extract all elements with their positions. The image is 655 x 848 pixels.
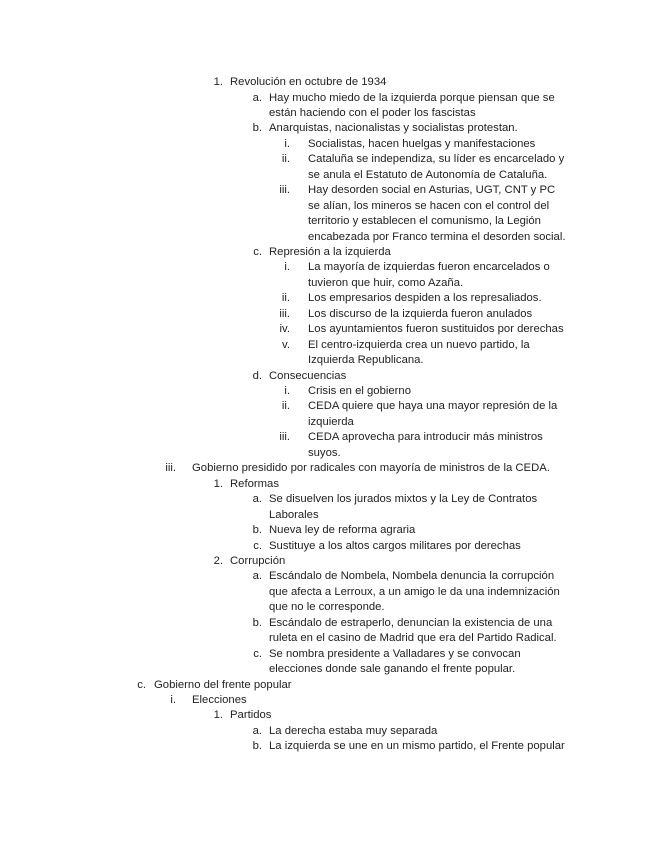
list-item [0,740,655,756]
list-item [0,694,655,710]
list-item-text: Consecuencias [269,369,347,382]
list-item-text: Hay mucho miedo de la izquierda porque piensan que se [269,91,555,104]
list-item-continuation [0,354,655,370]
list-marker: c. [253,647,262,660]
list-marker: i. [170,694,176,706]
list-item-text: Partidos [230,709,272,722]
list-item-text: territorio y establecen el comunismo, la Legión [308,215,541,227]
list-marker: c. [137,678,146,691]
list-marker: iii. [165,462,176,475]
list-item-text: elecciones donde sale ganando el frente popular. [269,663,516,676]
list-item-text: Se nombra presidente a Valladares y se convocan [269,647,521,660]
list-item [0,648,655,664]
list-item-text: Escándalo de estraperlo, denuncian la existencia de una [269,616,553,629]
list-marker: ii. [281,153,290,166]
list-item-text: que no le corresponde. [269,601,385,614]
list-marker: ii. [281,400,290,413]
list-item-text: La derecha estaba muy separada [269,724,438,737]
list-marker: v. [282,338,290,351]
list-item-continuation [0,169,655,185]
list-marker: iii. [279,431,290,444]
list-item-text: Corrupción [230,555,286,567]
list-item-continuation [0,107,655,123]
list-item-continuation [0,416,655,432]
list-item-text: Nueva ley de reforma agraria [269,524,416,536]
list-item [0,246,655,262]
list-item [0,138,655,154]
list-item-text: Crisis en el gobierno [308,385,411,397]
list-item [0,617,655,633]
list-item [0,92,655,108]
list-item-text: Represión a la izquierda [269,245,391,258]
list-marker: iii. [279,307,290,320]
list-marker: 1. [213,709,223,722]
list-marker: i. [284,137,290,150]
list-item [0,308,655,324]
list-item-text: CEDA quiere que haya una mayor represión de la [308,400,558,413]
list-marker: iii. [279,184,290,197]
list-item-text: Cataluña se independiza, su líder es encarcelado y [308,153,565,166]
list-marker: d. [252,369,262,382]
list-marker: c. [253,539,262,552]
list-item [0,76,655,92]
list-item-text: Los empresarios despiden a los represaliados. [308,292,542,305]
list-item [0,122,655,138]
list-item-text: están haciendo con el poder los fascistas [269,106,476,119]
list-item-text: encabezada por Franco termina el desorden social. [308,230,566,243]
list-item-text: CEDA aprovecha para introducir más ministros [308,431,543,444]
list-item [0,153,655,169]
list-marker: 1. [213,76,223,88]
list-item-text: Escándalo de Nombela, Nombela denuncia la corrupción [269,570,555,583]
list-item-continuation [0,447,655,463]
list-marker: b. [252,740,262,753]
list-item [0,540,655,556]
list-item [0,555,655,571]
list-item-text: se alían, los mineros se hacen con el control del [308,199,550,212]
list-item [0,339,655,355]
list-marker: a. [252,724,262,737]
list-item-text: Hay desorden social en Asturias, UGT, CNT y PC [308,184,556,197]
list-item [0,570,655,586]
list-item-text: que afecta a Lerroux, a un amigo le da una indemnización [269,585,560,598]
list-item-text: La mayoría de izquierdas fueron encarcelados o [308,261,550,274]
list-item [0,261,655,277]
list-item-continuation [0,231,655,247]
list-item [0,709,655,725]
list-item-text: Los discurso de la izquierda fueron anulados [308,307,533,320]
list-item [0,385,655,401]
list-item-continuation [0,601,655,617]
list-marker: i. [284,385,290,397]
list-item [0,493,655,509]
list-item-text: Gobierno presidido por radicales con mayoría de ministros de la CEDA. [192,462,550,475]
list-item [0,370,655,386]
list-item [0,725,655,741]
list-item-text: Sustituye a los altos cargos militares por derechas [269,539,521,552]
list-marker: iv. [279,323,290,336]
list-item-text: Revolución en octubre de 1934 [230,76,387,88]
list-marker: c. [253,245,262,258]
list-item-text: Los ayuntamientos fueron sustituidos por derechas [308,323,564,336]
list-item-text: suyos. [308,446,341,459]
list-item-continuation [0,215,655,231]
list-item [0,184,655,200]
list-marker: b. [252,524,262,536]
list-item [0,679,655,695]
list-item-continuation [0,586,655,602]
list-item-continuation [0,200,655,216]
list-item [0,323,655,339]
list-marker: b. [252,616,262,629]
list-marker: a. [252,91,262,104]
list-item [0,292,655,308]
list-item-text: Elecciones [192,694,247,706]
list-item-text: Reformas [230,477,279,490]
list-item-text: Izquierda Republicana. [308,354,424,367]
list-item-text: izquierda [308,415,354,428]
list-item-text: Socialistas, hacen huelgas y manifestaciones [308,137,536,150]
list-item-text: ruleta en el casino de Madrid que era del Partido Radical. [269,632,557,645]
list-item-continuation [0,509,655,525]
list-item-text: La izquierda se une en un mismo partido, el Frente popular [269,740,565,753]
list-item [0,478,655,494]
list-marker: 2. [213,555,223,567]
list-item [0,462,655,478]
list-marker: i. [284,261,290,274]
list-item [0,400,655,416]
list-marker: ii. [281,292,290,305]
list-item [0,524,655,540]
list-item-text: Laborales [269,508,319,521]
list-marker: 1. [213,477,223,490]
list-marker: b. [252,122,262,135]
list-item-text: El centro-izquierda crea un nuevo partido, la [308,338,530,351]
list-item-continuation [0,277,655,293]
list-item-text: Se disuelven los jurados mixtos y la Ley de Contratos [269,493,538,506]
list-item-text: Gobierno del frente popular [154,678,292,691]
list-item-text: Anarquistas, nacionalistas y socialistas protestan. [269,122,518,135]
list-item-text: se anula el Estatuto de Autonomía de Cataluña. [308,168,548,181]
list-marker: a. [252,493,262,506]
list-item [0,431,655,447]
list-item-continuation [0,663,655,679]
list-item-text: tuvieron que huir, como Azaña. [308,276,464,289]
list-item-continuation [0,632,655,648]
list-marker: a. [252,570,262,583]
